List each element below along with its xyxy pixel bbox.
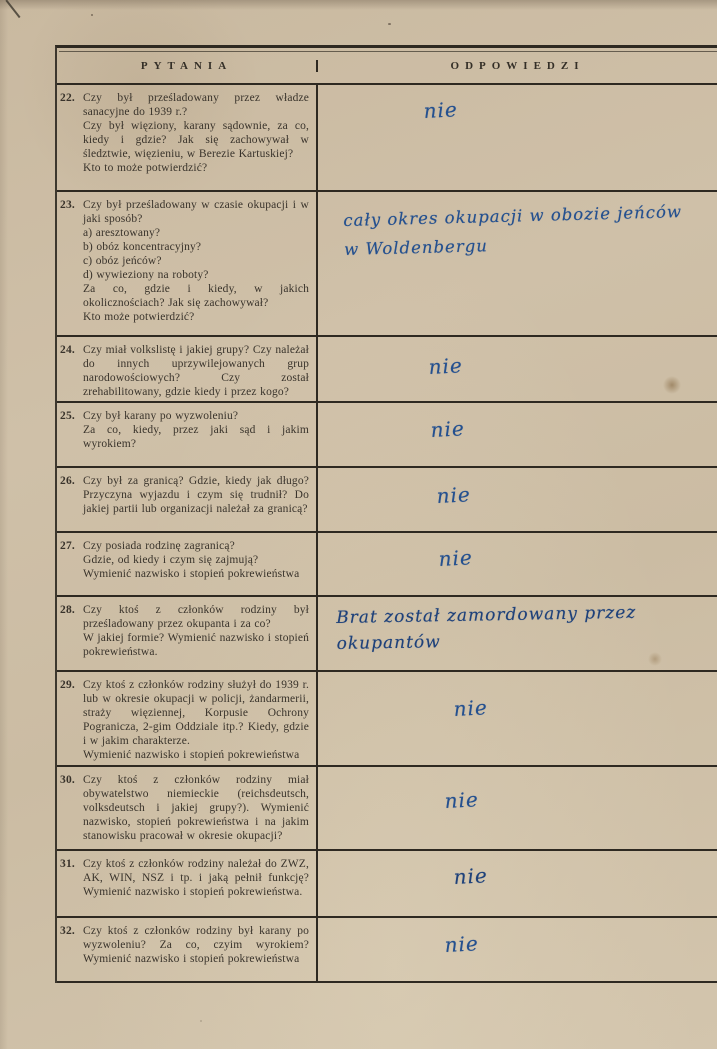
question-line: W jakiej formie? Wymienić nazwisko i stopień pokrewieństwa. xyxy=(83,632,309,658)
questionnaire-table xyxy=(55,45,717,983)
question-text xyxy=(83,539,312,595)
question-cell xyxy=(57,85,318,190)
question-line: Kto może potwierdzić? xyxy=(83,311,195,323)
handwritten-answer: nie xyxy=(444,787,480,813)
questions-column-title: PYTANIA xyxy=(140,59,233,72)
question-cell xyxy=(57,767,318,849)
question-line: Czy był karany po wyzwoleniu? xyxy=(83,410,239,422)
question-cell xyxy=(57,468,318,531)
question-text xyxy=(83,924,312,981)
question-cell xyxy=(57,672,318,765)
question-line: Czy ktoś z członków rodziny był karany po wyzwoleniu? Za co, czyim wyrokiem? Wymienić nazwisko i stopień pokrewieństwa xyxy=(83,925,309,965)
answer-cell xyxy=(318,192,717,335)
question-number: 24. xyxy=(60,344,75,356)
handwritten-answer: nie xyxy=(423,97,459,123)
answer-cell xyxy=(318,851,717,916)
question-number: 28. xyxy=(60,604,75,616)
table-header-row xyxy=(57,48,717,85)
question-text xyxy=(83,474,312,531)
handwritten-answer: nie xyxy=(428,353,464,379)
question-cell xyxy=(57,533,318,595)
handwritten-answer: nie xyxy=(438,545,474,571)
question-line: Czy ktoś z członków rodziny był prześladowany przez okupanta i za co? xyxy=(83,604,309,630)
question-number: 25. xyxy=(60,410,75,422)
question-number: 23. xyxy=(60,199,75,211)
question-text xyxy=(83,678,312,765)
table-row xyxy=(57,597,717,672)
question-cell xyxy=(57,192,318,335)
question-line: Czy ktoś z członków rodziny miał obywatelstwo niemieckie (reichsdeutsch, volksdeutsch i jakiej grupy?). Wymienić nazwisko, stopień pokrewieństwa i na jakim stanowisku pracował w okresie okupacji? xyxy=(83,774,309,842)
table-row xyxy=(57,767,717,851)
question-line: c) obóz jeńców? xyxy=(83,255,162,267)
question-text xyxy=(83,603,312,670)
handwritten-answer: nie xyxy=(444,931,480,957)
handwritten-line: cały okres okupacji w obozie jeńców xyxy=(343,202,683,230)
question-cell xyxy=(57,403,318,466)
answer-cell xyxy=(318,918,717,981)
question-line: Wymienić nazwisko i stopień pokrewieństwa xyxy=(83,749,300,761)
paper-speck xyxy=(388,23,391,25)
question-line: a) aresztowany? xyxy=(83,227,161,239)
handwritten-answer xyxy=(336,600,637,657)
pen-scratch-mark xyxy=(5,0,20,18)
answer-cell xyxy=(318,533,717,595)
answer-cell xyxy=(318,85,717,190)
answer-cell xyxy=(318,672,717,765)
handwritten-answer: nie xyxy=(436,482,472,508)
question-text xyxy=(83,857,312,916)
answers-column-title: ODPOWIEDZI xyxy=(450,59,585,72)
header-cell-questions xyxy=(57,60,318,72)
paper-speck xyxy=(91,14,93,16)
question-line: Czy był prześladowany w czasie okupacji i w jaki sposób? xyxy=(83,199,309,225)
question-number: 22. xyxy=(60,92,75,104)
handwritten-answer xyxy=(343,197,683,264)
question-line: Czy był prześladowany przez władze sanacyjne do 1939 r.? xyxy=(83,92,309,118)
table-row xyxy=(57,337,717,403)
handwritten-answer: nie xyxy=(453,863,489,889)
question-line: Gdzie, od kiedy i czym się zajmują? xyxy=(83,554,259,566)
question-number: 26. xyxy=(60,475,75,487)
question-line: d) wywieziony na roboty? xyxy=(83,269,209,281)
question-number: 31. xyxy=(60,858,75,870)
question-line: Za co, kiedy, przez jaki sąd i jakim wyrokiem? xyxy=(83,424,309,450)
question-cell xyxy=(57,597,318,670)
question-text xyxy=(83,343,312,401)
table-row xyxy=(57,851,717,918)
question-number: 32. xyxy=(60,925,75,937)
question-cell xyxy=(57,918,318,981)
question-cell xyxy=(57,337,318,401)
question-line: Czy posiada rodzinę zagranicą? xyxy=(83,540,235,552)
table-row xyxy=(57,672,717,767)
question-line: Wymienić nazwisko i stopień pokrewieństwa xyxy=(83,568,300,580)
table-row xyxy=(57,403,717,468)
table-row xyxy=(57,468,717,533)
question-line: Czy ktoś z członków rodziny służył do 1939 r. lub w okresie okupacji w policji, żandarmerii, straży więziennej, Korpusie Ochrony Pogranicza, 2-gim Oddziale itp.? Kiedy, gdzie i w jakim charakterze. xyxy=(83,679,309,747)
question-line: Czy ktoś z członków rodziny należał do ZWZ, AK, WIN, NSZ i tp. i jaką pełnił funkcję? Wymienić nazwisko i stopień pokrewieństwa. xyxy=(83,858,309,898)
question-cell xyxy=(57,851,318,916)
question-line: b) obóz koncentracyjny? xyxy=(83,241,202,253)
question-number: 27. xyxy=(60,540,75,552)
table-row xyxy=(57,533,717,597)
question-line: Czy był za granicą? Gdzie, kiedy jak długo? Przyczyna wyjazdu i czym się trudnił? Do jakiej partii lub organizacji należał za granicą? xyxy=(83,475,309,515)
question-number: 30. xyxy=(60,774,75,786)
question-line: Czy był więziony, karany sądownie, za co, kiedy i gdzie? Jak się zachowywał w śledztwie, więzieniu, w Berezie Kartuskiej? xyxy=(83,120,309,160)
paper-speck xyxy=(200,1020,202,1022)
question-line: Kto to może potwierdzić? xyxy=(83,162,208,174)
table-row xyxy=(57,85,717,192)
question-text xyxy=(83,773,312,849)
handwritten-line: Brat został zamordowany przez xyxy=(336,602,637,628)
handwritten-line: okupantów xyxy=(336,632,441,654)
handwritten-line: w Woldenbergu xyxy=(343,236,489,259)
question-text xyxy=(83,409,312,466)
answer-cell xyxy=(318,403,717,466)
question-line: Za co, gdzie i kiedy, w jakich okolicznościach? Jak się zachowywał? xyxy=(83,283,309,309)
handwritten-answer: nie xyxy=(453,695,489,721)
answer-cell xyxy=(318,337,717,401)
question-line: Czy miał volkslistę i jakiej grupy? Czy należał do innych uprzywilejowanych grup narodowościowych? Czy został zrehabilitowany, gdzie kiedy i przez kogo? xyxy=(83,344,309,398)
question-text xyxy=(83,91,312,190)
table-row xyxy=(57,192,717,337)
answer-cell xyxy=(318,597,717,670)
question-text xyxy=(83,198,312,335)
header-cell-answers xyxy=(318,60,717,72)
table-row xyxy=(57,918,717,983)
handwritten-answer: nie xyxy=(430,416,466,442)
answer-cell xyxy=(318,767,717,849)
question-number: 29. xyxy=(60,679,75,691)
answer-cell xyxy=(318,468,717,531)
